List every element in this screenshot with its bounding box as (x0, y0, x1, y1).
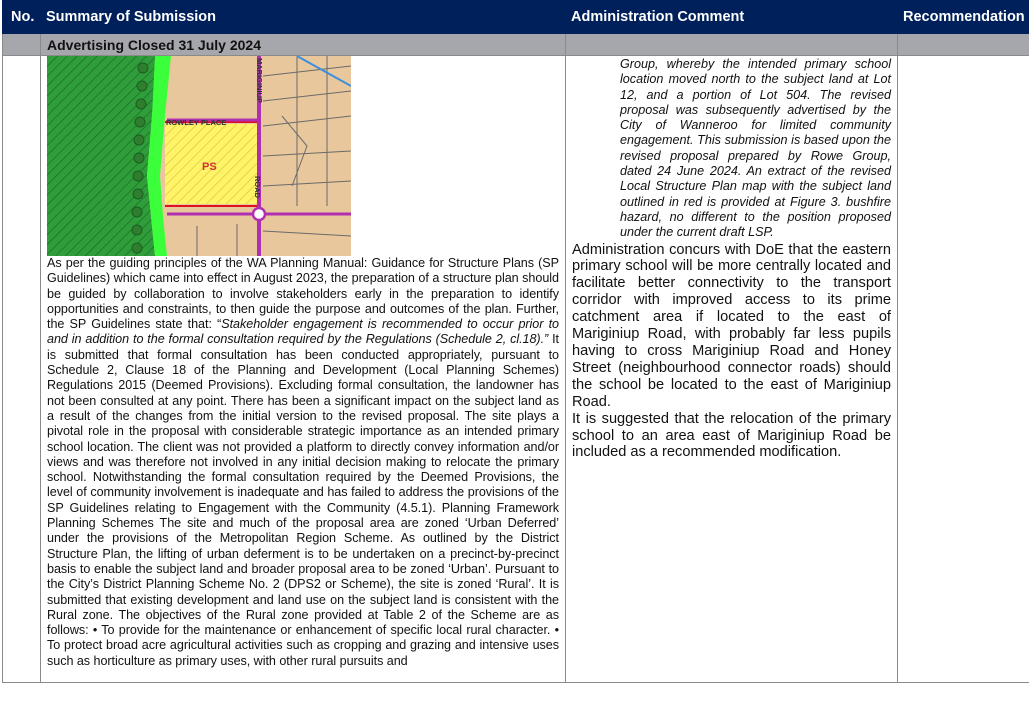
summary-text (47, 256, 559, 669)
section-recommendation-cell (898, 34, 1029, 56)
submission-table (2, 0, 1029, 683)
header-recommendation: Recommendation (898, 1, 1029, 34)
summary-paragraph-1: As per the guiding principles of the WA Planning Manual: Guidance for Structure Plans (SP Guidelines) which came into effect in August 2023, the preparation of a structure plan should be guided by collaboration to involve stakeholders early in the preparation to identify opportunities and constraints, to then guide the purpose and outcomes of the plan. Further, the SP Guidelines state that: “ (47, 256, 559, 332)
submission-table-page (2, 0, 1029, 684)
section-label: Advertising Closed 31 July 2024 (41, 34, 566, 56)
map-label-mariginiup: MARIGINIUP (255, 58, 264, 103)
map-roundabout (253, 208, 265, 220)
section-row (3, 34, 1029, 56)
summary-paragraph-2: It is submitted that formal consultation has been conducted appropriately, pursuant to Schedule 2, Clause 18 of the Planning and Development (Local Planning Schemes) Regulations 2015 (Deemed Provisions). Excluding formal consultation, the landowner has not been consulted at any point. There has been a significant impact on the subject land as a result of the changes from the initial version to the revised proposal. The site plays a pivotal role in the proposal with considerable strategic importance as an intended primary school location. The client was not provided a platform to directly convey information and/or views and was therefore not involved in any initial decision making to relocate the primary school. Notwithstanding the formal consultation required by the Deemed Provisions, the level of community involvement is inadequate and has failed to address the provisions of the SP Guidelines relating to Engagement with the Community (4.5.1). Planning Framework Planning Schemes The site and much of the proposal area are zoned ‘Urban Deferred’ under the provisions of the Metropolitan Region Scheme. As outlined by the District Structure Plan, the lifting of urban deferment is to be undertaken on a precinct-by-precinct basis to enable the subject land and broader proposal area to be zoned ‘Urban’. Pursuant to the City’s District Planning Scheme No. 2 (DPS2 or Scheme), the site is zoned ‘Rural’. It is submitted that existing development and land use on the subject land is consistent with the Rural zone. The objectives of the Rural zone provided at Table 2 of the Scheme are as follows: • To provide for the maintenance or enhancement of specific local rural character. • To protect broad acre agricultural activities such as cropping and grazing and intensive uses such as horticulture as primary uses, with other rural pursuits and (47, 332, 559, 668)
section-no-cell (3, 34, 41, 56)
comment-cell (566, 56, 898, 683)
map-figure (47, 56, 351, 256)
header-comment: Administration Comment (566, 1, 898, 34)
map-label-ps: PS (202, 161, 217, 173)
row-number-cell (3, 56, 41, 683)
header-no: No. (3, 1, 41, 34)
comment-admin-paragraph-1: Administration concurs with DoE that the eastern primary school will be more centrally located and facilitate better connectivity to the transport corridor with improved access to its prime catchment area if located to the east of Mariginiup Road, with probably far less pupils having to cross Mariginiup Road and Honey Street (neighbourhood connector roads) should the school be located to the east of Mariginiup Road. (572, 241, 891, 410)
section-comment-cell (566, 34, 898, 56)
map-label-rowley-place: ROWLEY PLACE (166, 118, 227, 127)
comment-quote: Group, whereby the intended primary school location moved north to the subject land at Lot 12, and a portion of Lot 504. The revised proposal was subsequently advertised by the City of Wanneroo for limited community engagement. This submission is based upon the revised proposal prepared by Rowe Group, dated 24 June 2024. An extract of the revised Local Structure Plan map with the subject land outlined in red is provided at Figure 3. bushfire hazard, no different to the position proposed under the current draft LSP. (620, 57, 891, 240)
recommendation-cell (898, 56, 1029, 683)
structure-plan-map (47, 56, 351, 256)
comment-admin-paragraph-2: It is suggested that the relocation of the primary school to an area east of Mariginiup Road be included as a recommended modification. (572, 410, 891, 461)
map-label-road: ROAD (253, 176, 262, 199)
table-row (3, 56, 1029, 683)
summary-cell (41, 56, 566, 683)
table-header-row (3, 1, 1029, 34)
summary-quote: Stakeholder engagement is recommended to occur prior to and in addition to the formal consultation required by the Regulations (Schedule 2, cl.18).” (47, 317, 559, 347)
header-summary: Summary of Submission (41, 1, 566, 34)
